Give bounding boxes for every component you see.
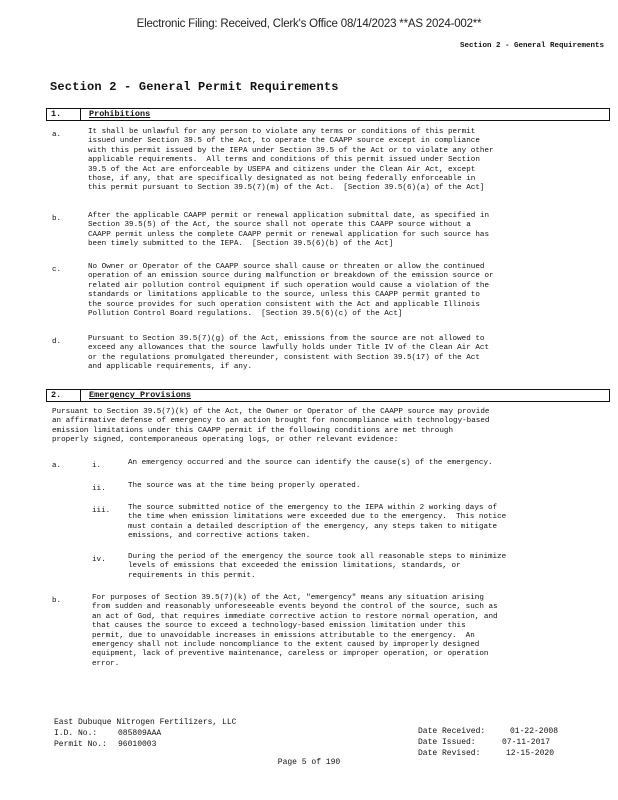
emergency-a-i-text: An emergency occurred and the source can identify the cause(s) of the emergency. — [128, 459, 493, 467]
footer-id-value: 085809AAA — [118, 729, 162, 738]
footer-permit-label: Permit No.: — [54, 740, 107, 749]
emergency-a-iv-mark: iv. — [92, 556, 106, 564]
footer-issued-value: 07-11-2017 — [502, 738, 551, 747]
section-title: Section 2 - General Permit Requirements — [50, 80, 339, 94]
running-header: Section 2 - General Requirements — [459, 42, 604, 50]
prohibition-c-mark: c. — [52, 266, 62, 274]
filing-stamp: Electronic Filing: Received, Clerk's Office 08/14/2023 **AS 2024-002** — [136, 18, 482, 30]
prohibition-c-text: No Owner or Operator of the CAAPP source shall cause or threaten or allow the continued operation of an emission source during malfunction or breakdown of the emission source or related air pollution control equipment if such operation would cause a violation of the standards or limitations applicable to the source, unless this CAAPP permit granted to the source provides for such operation consistent with the Act and applicable Illinois Pollution Control Board regulations. [Section 39.5(6)(c) of the Act] — [88, 263, 494, 319]
footer-permit-value: 96010003 — [118, 740, 157, 749]
footer-revised-value: 12-15-2020 — [506, 749, 555, 758]
prohibition-a-text: It shall be unlawful for any person to violate any terms or conditions of this permit issued under Section 39.5 of the Act, to operate the CAAPP source except in compliance with this permit issued by the IEPA under Section 39.5 of the Act or to violate any other applicable requirements. All terms and conditions of this permit issued under Section 39.5 of the Act are enforceable by USEPA and citizens under the Clean Air Act, except those, if any, that are specifically designated as not being federally enforceable in this permit pursuant to Section 39.5(7)(m) of the Act. [Section 39.5(6)(a) of the Act] — [88, 128, 494, 193]
emergency-a-iv-text: During the period of the emergency the source took all reasonable steps to minimize levels of emissions that exceeded the emission limitations, standards, or requirements in this permit. — [128, 553, 507, 580]
section-2-divider — [80, 389, 81, 402]
section-1-bar — [46, 108, 610, 121]
page-number: Page 5 of 190 — [277, 758, 341, 767]
prohibition-d-text: Pursuant to Section 39.5(7)(g) of the Act, emissions from the source are not allowed to exceed any allowances that the source lawfully holds under Title IV of the Clean Air Act or the regulations promulgated thereunder, consistent with Section 39.5(17) of the Act and applicable requirements, if any. — [88, 335, 490, 372]
footer-company: East Dubuque Nitrogen Fertilizers, LLC — [54, 718, 237, 727]
prohibition-b-mark: b. — [52, 215, 62, 223]
prohibition-d-mark: d. — [52, 338, 62, 346]
section-1-divider — [80, 108, 81, 121]
section-2-bar — [46, 389, 610, 402]
emergency-a-ii-mark: ii. — [92, 485, 106, 493]
emergency-intro: Pursuant to Section 39.5(7)(k) of the Act, the Owner or Operator of the CAAPP source may provide an affirmative defense of emergency to an action brought for noncompliance with technology-based emission limitations under this CAAPP permit if the following conditions are met through properly signed, contemporaneous operating logs, or other relevant evidence: — [52, 408, 490, 445]
emergency-a-iii-text: The source submitted notice of the emergency to the IEPA within 2 working days of the time when emission limitations were exceeded due to the emergency. This notice must contain a detailed description of the emergency, any steps taken to mitigate emissions, and corrective actions taken. — [128, 504, 507, 541]
emergency-a-ii-text: The source was at the time being properly operated. — [128, 482, 361, 490]
footer-received-value: 01-22-2008 — [510, 727, 559, 736]
emergency-b-mark: b. — [52, 597, 62, 605]
footer-issued-label: Date Issued: — [418, 738, 476, 747]
prohibition-a-mark: a. — [52, 131, 62, 139]
section-1-number: 1. — [51, 109, 62, 119]
emergency-a-mark: a. — [52, 462, 62, 470]
section-1-title: Prohibitions — [89, 109, 151, 119]
prohibition-b-text: After the applicable CAAPP permit or renewal application submittal date, as specified in Section 39.5(5) of the Act, the source shall not operate this CAAPP source without a CAAPP permit unless the complete CAAPP permit or renewal application for such source has been timely submitted to the IEPA. [Section 39.5(6)(b) of the Act] — [88, 212, 490, 249]
emergency-a-i-mark: i. — [92, 462, 102, 470]
footer-received-label: Date Received: — [418, 727, 486, 736]
emergency-a-iii-mark: iii. — [92, 507, 111, 515]
section-2-number: 2. — [51, 390, 62, 400]
footer-revised-label: Date Revised: — [418, 749, 481, 758]
footer-id-label: I.D. No.: — [54, 729, 98, 738]
section-2-title: Emergency Provisions — [89, 390, 192, 400]
emergency-b-text: For purposes of Section 39.5(7)(k) of the Act, "emergency" means any situation arising from sudden and reasonably unforeseeable events beyond the control of the source, such as an act of God, that requires immediate corrective action to restore normal operation, and that causes the source to exceed a technology-based emission limitation under this permit, due to unavoidable increases in emissions attributable to the emergency. An emergency shall not include noncompliance to the extent caused by improperly designed equipment, lack of preventive maintenance, careless or improper operation, or operation error. — [92, 594, 498, 668]
